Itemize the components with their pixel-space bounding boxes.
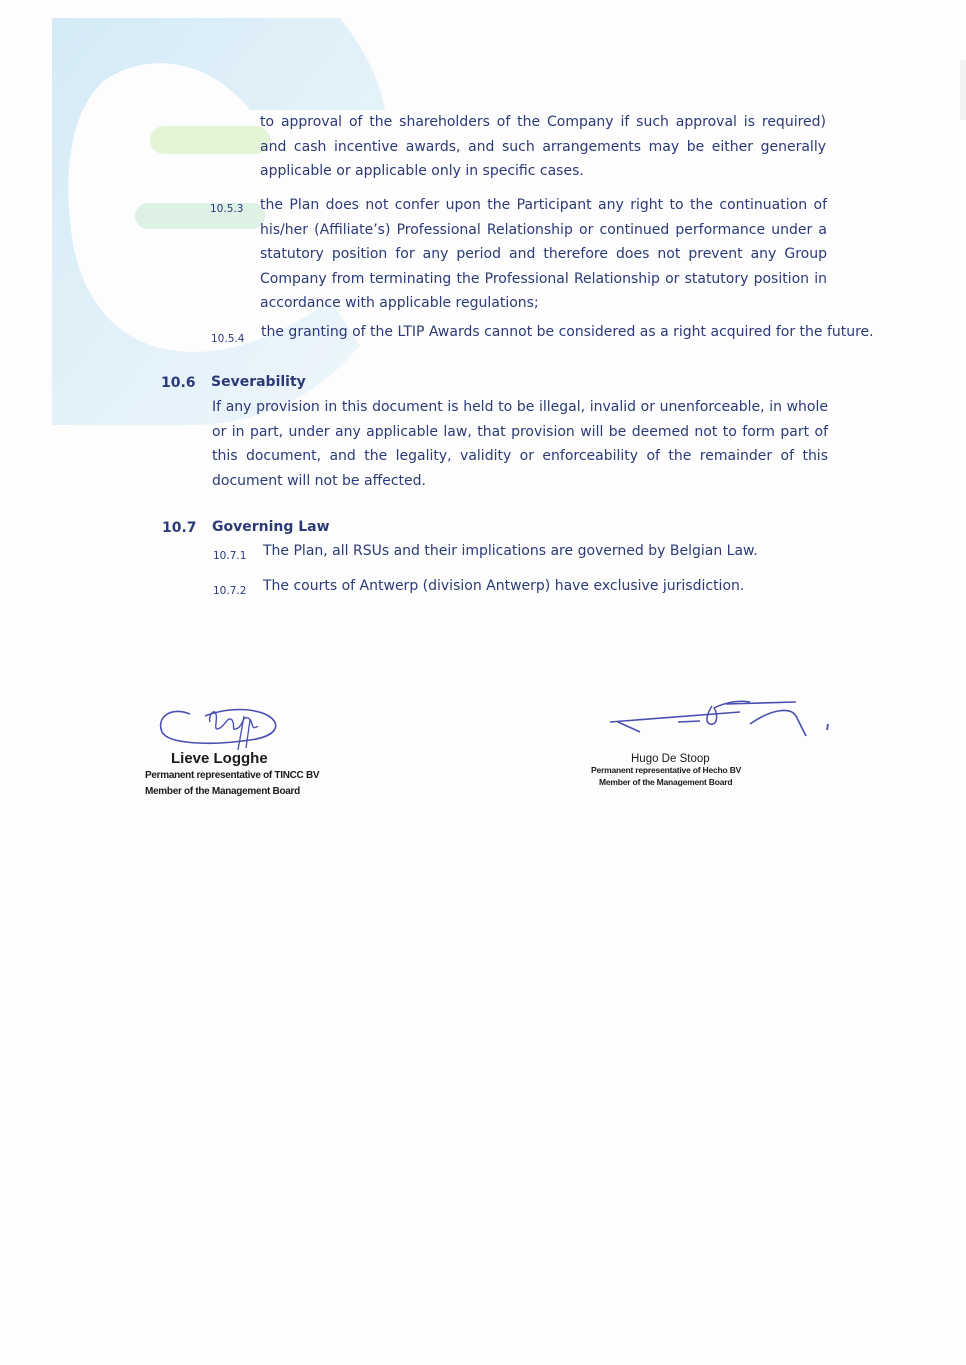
section-10-7-number: 10.7: [162, 520, 197, 536]
signatory-left-role: Permanent representative of TINCC BV: [145, 770, 320, 781]
clause-10-7-1-text: The Plan, all RSUs and their implications are governed by Belgian Law.: [263, 543, 758, 559]
page-edge-shadow: [960, 60, 966, 120]
clause-10-5-3-text: the Plan does not confer upon the Participant any right to the continuation of his/her (Affiliate’s) Professional Relationship or continued performance under a statutory position for any period and therefore does not prevent any Group Company from terminating the Professional Relationship or statutory position in accordance with applicable regulations;: [260, 197, 827, 311]
signature-scribble-right: [600, 688, 840, 743]
clause-10-7-2-text: The courts of Antwerp (division Antwerp) have exclusive jurisdiction.: [263, 578, 745, 594]
signatory-left-board: Member of the Management Board: [145, 786, 300, 797]
clause-10-5-3-number: 10.5.3: [210, 203, 244, 215]
section-10-6-text: If any provision in this document is held to be illegal, invalid or unenforceable, in whole or in part, under any applicable law, that provision will be deemed not to form part of this document, and the legality, validity or enforceability of the remainder of this document will not be affected.: [212, 399, 828, 489]
clause-10-7-2-number: 10.7.2: [213, 585, 247, 597]
signature-scribble-left: [150, 698, 290, 758]
signatory-right-role: Permanent representative of Hecho BV: [591, 765, 742, 775]
clause-10-7-1-number: 10.7.1: [213, 550, 247, 562]
clause-10-5-2-continuation: to approval of the shareholders of the Company if such approval is required) and cash incentive awards, and such arrangements may be either generally applicable or applicable only in specific cases.: [260, 114, 826, 179]
clause-10-5-4-text: the granting of the LTIP Awards cannot be considered as a right acquired for the future.: [261, 324, 874, 340]
signatory-right-board: Member of the Management Board: [599, 777, 733, 787]
clause-10-5-4-number: 10.5.4: [211, 333, 245, 345]
signatory-right-name: Hugo De Stoop: [631, 753, 710, 765]
signatory-left-name: Lieve Logghe: [171, 750, 268, 767]
section-10-6-title: Severability: [211, 374, 306, 390]
section-10-6-number: 10.6: [161, 375, 196, 391]
section-10-7-title: Governing Law: [212, 519, 330, 535]
